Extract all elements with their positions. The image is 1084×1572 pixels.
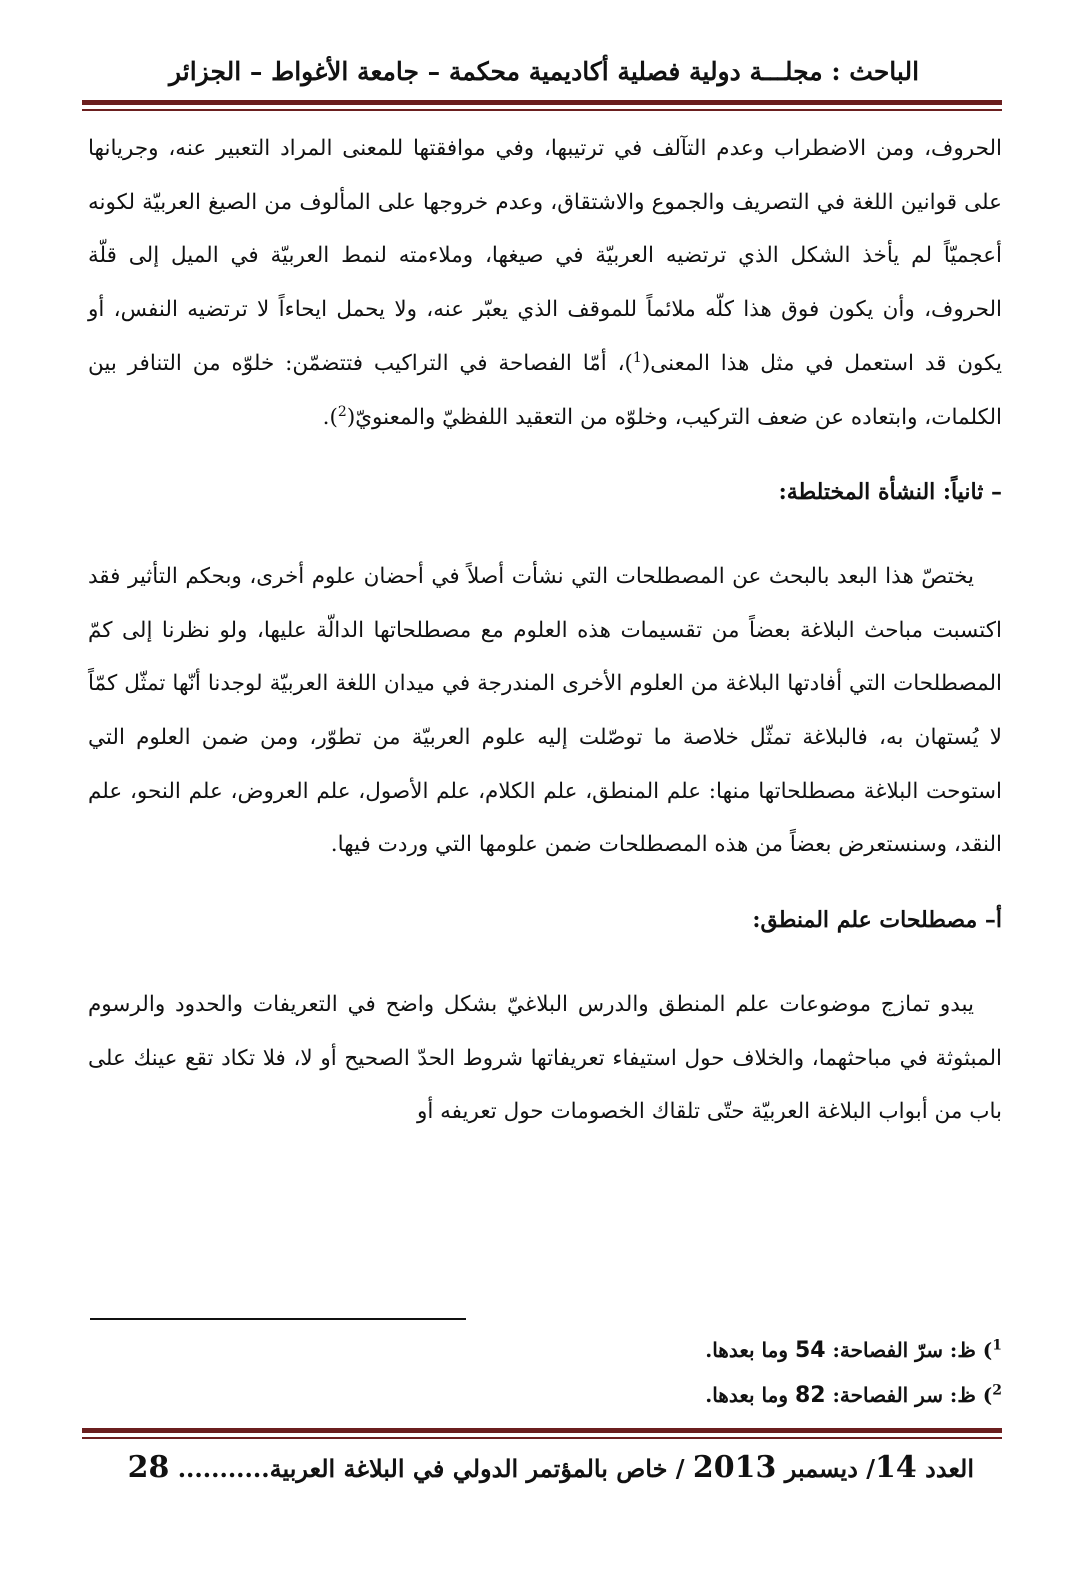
footnotes: [90, 1328, 1002, 1418]
footnote-ref-2[interactable]: 2: [337, 403, 347, 420]
spacer: [88, 444, 1002, 466]
footer-special-issue: / خاص بالمؤتمر الدولي في البلاغة العربية: [269, 1454, 685, 1483]
footnote-page: 82: [794, 1383, 826, 1408]
footnote-separator: [90, 1318, 466, 1320]
paragraph-1-end: ).: [322, 404, 338, 430]
spacer: [88, 872, 1002, 894]
page-number: 28: [127, 1450, 170, 1485]
paragraph-1-text: الحروف، ومن الاضطراب وعدم التآلف في ترتيبها، وفي موافقتها للمعنى المراد التعبير عنه، وجريانها على قوانين اللغة في التصريف والجموع والاشتقاق، وعدم خروجها على المألوف من الصيغ العربيّة لكونه أعجميّاً لم يأخذ الشكل الذي ترتضيه العربيّة في صيغها، وملاءمته لنمط العربيّة في الميل إلى قلّة الحروف، وأن يكون فوق هذا كلّه ملائماً للموقف الذي يعبّر عنه، ولا يحمل ايحاءاً لا ترتضيه النفس، أو يكون قد استعمل في مثل هذا المعنى(: [88, 136, 1002, 376]
paragraph-3: يبدو تمازج موضوعات علم المنطق والدرس البلاغيّ بشكل واضح في التعريفات والحدود والرسوم المبثوثة في مباحثهما، والخلاف حول استيفاء تعريفاتها شروط الحدّ الصحيح أو لا، فلا تكاد تقع عينك على باب من أبواب البلاغة العربيّة حتّى تلقاك الخصومات حول تعريفه أو: [88, 991, 1002, 1125]
footnote-prefix: ) ظ: سرّ الفصاحة:: [825, 1338, 993, 1362]
footer-issue-label: العدد: [925, 1454, 974, 1483]
footnote-page: 54: [794, 1338, 826, 1363]
header-rule-thick: [82, 100, 1002, 105]
footer-issue-number: 14: [875, 1450, 917, 1485]
footnote-number: 1: [992, 1337, 1002, 1354]
footnote-number: 2: [992, 1382, 1002, 1399]
paragraph-1-middle: )، أمّا الفصاحة في التراكيب فتتضمّن: خلوّه من التنافر بين الكلمات، وابتعاده عن ضعف التركيب، وخلوّه من التعقيد اللفظيّ والمعنويّ(: [88, 350, 1002, 430]
section-heading-thaniyan: – ثانياً: النشأة المختلطة:: [778, 479, 1002, 506]
running-header: الباحث : مجلـــة دولية فصلية أكاديمية محكمة – جامعة الأغواط – الجزائر: [168, 57, 920, 86]
footer-month: / ديسمبر: [784, 1454, 876, 1483]
footer-dots: ...........: [177, 1454, 270, 1483]
footnote-ref-1[interactable]: 1: [632, 349, 642, 366]
footer-rule-thick: [82, 1428, 1002, 1433]
footer: [100, 1446, 974, 1491]
footnote-1: [90, 1328, 1002, 1373]
footer-rule-thin: [82, 1437, 1002, 1439]
header-rule-thin: [82, 109, 1002, 111]
paragraph-1: [88, 122, 1002, 444]
footnote-2: [90, 1373, 1002, 1418]
spacer: [88, 948, 1002, 978]
article-body: [88, 122, 1002, 1139]
section-heading-mantiq: أ– مصطلحات علم المنطق:: [752, 907, 1002, 934]
footnote-suffix: وما بعدها.: [705, 1383, 795, 1407]
spacer: [88, 520, 1002, 550]
paragraph-2: يختصّ هذا البعد بالبحث عن المصطلحات التي نشأت أصلاً في أحضان علوم أخرى، وبحكم التأثير فقد اكتسبت مباحث البلاغة بعضاً من تقسيمات هذه العلوم مع مصطلحاتها الدالّة عليها، ولو نظرنا إلى كمّ المصطلحات التي أفادتها البلاغة من العلوم الأخرى المندرجة في ميدان اللغة العربيّة لوجدنا أنّها تمثّل كمّاً لا يُستهان به، فالبلاغة تمثّل خلاصة ما توصّلت إليه علوم العربيّة من تطوّر، ومن ضمن العلوم التي استوحت البلاغة مصطلحاتها منها: علم المنطق، علم الكلام، علم الأصول، علم العروض، علم النحو، علم النقد، وسنستعرض بعضاً من هذه المصطلحات ضمن علومها التي وردت فيها.: [88, 563, 1002, 858]
footnote-prefix: ) ظ: سر الفصاحة:: [825, 1383, 993, 1407]
footnote-suffix: وما بعدها.: [705, 1338, 795, 1362]
footer-year: 2013: [692, 1450, 777, 1485]
